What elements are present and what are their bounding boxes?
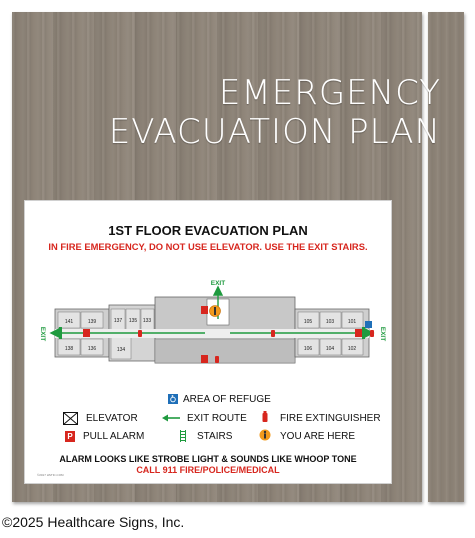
alarm-note: ALARM LOOKS LIKE STROBE LIGHT & SOUNDS LIKE WHOOP TONE — [59, 454, 357, 464]
exit-label-left: EXIT — [39, 326, 46, 342]
fine-print: ©2017 HSTIC.COM — [37, 473, 64, 477]
emergency-call-note: CALL 911 FIRE/POLICE/MEDICAL — [136, 465, 280, 475]
room-label: 137 — [113, 318, 123, 324]
room-label: 138 — [64, 346, 74, 352]
legend-elevator: ELEVATOR — [86, 413, 138, 424]
exit-label-right: EXIT — [379, 326, 386, 342]
legend-exit-route: EXIT ROUTE — [187, 413, 247, 424]
fire-extinguisher-icon — [370, 330, 374, 337]
room-label: 135 — [128, 318, 138, 324]
stairs-icon — [362, 327, 365, 339]
room-label: 103 — [325, 319, 335, 325]
you-are-here-icon — [259, 429, 271, 441]
room-label: 101 — [347, 319, 357, 325]
wheelchair-icon — [168, 394, 178, 404]
room-label: 141 — [64, 319, 74, 325]
legend-pull-alarm: PULL ALARM — [83, 431, 145, 442]
plan-title: 1ST FLOOR EVACUATION PLAN — [108, 223, 308, 238]
fire-extinguisher-icon — [138, 330, 142, 337]
evacuation-plan-insert — [24, 200, 392, 484]
copyright-notice: ©2025 Healthcare Signs, Inc. — [2, 514, 185, 530]
pull-alarm-icon — [201, 306, 208, 314]
legend-area-of-refuge: AREA OF REFUGE — [183, 394, 271, 405]
legend-stairs: STAIRS — [197, 431, 233, 442]
pull-alarm-icon — [355, 329, 362, 337]
room-label: 106 — [303, 346, 313, 352]
room-label: 134 — [116, 347, 126, 353]
you-are-here-figure — [214, 307, 216, 315]
fire-extinguisher-icon — [215, 356, 219, 363]
room-label: 105 — [303, 319, 313, 325]
plan-warning: IN FIRE EMERGENCY, DO NOT USE ELEVATOR. USE THE EXIT STAIRS. — [48, 241, 368, 252]
room-label: 133 — [142, 318, 152, 324]
exit-route-arrow-icon — [162, 414, 180, 422]
area-of-refuge-marker — [365, 321, 372, 328]
title-line-1: EMERGENCY — [218, 73, 441, 113]
legend-you-are-here: YOU ARE HERE — [280, 431, 356, 442]
room-label: 136 — [87, 346, 97, 352]
fire-extinguisher-icon — [271, 330, 275, 337]
stairs-icon — [59, 327, 62, 339]
center-lower-block — [155, 339, 295, 363]
exit-label-top: EXIT — [210, 280, 226, 287]
fire-extinguisher-icon — [262, 411, 268, 422]
pull-alarm-icon — [201, 355, 208, 363]
sign-title — [109, 74, 441, 152]
title-line-2: EVACUATION PLAN — [108, 112, 441, 152]
elevator-icon — [63, 412, 78, 425]
room-label: 104 — [325, 346, 335, 352]
stairs-icon — [180, 430, 186, 442]
pull-alarm-icon: P — [65, 431, 75, 442]
room-label: 139 — [87, 319, 97, 325]
pull-alarm-icon — [83, 329, 90, 337]
room-label: 102 — [347, 346, 357, 352]
legend-fire-extinguisher: FIRE EXTINGUISHER — [280, 413, 381, 424]
